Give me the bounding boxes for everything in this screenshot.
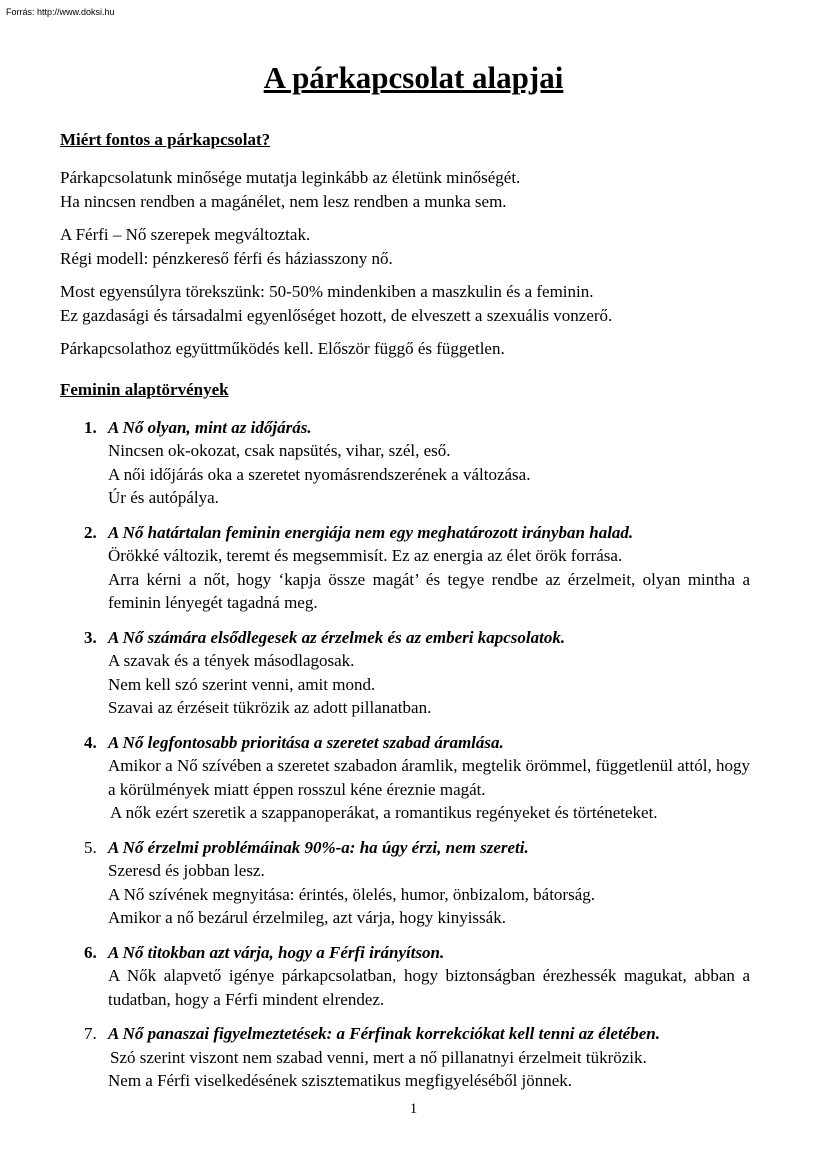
- rule-item: [60, 521, 750, 615]
- rule-title: A Nő legfontosabb prioritása a szeretet szabad áramlása.: [108, 732, 504, 752]
- rule-line: Szó szerint viszont nem szabad venni, mert a nő pillanatnyi érzelmeit tükrözik.: [110, 1047, 647, 1067]
- rule-item: [60, 1022, 750, 1093]
- rule-item: [60, 941, 750, 1012]
- text-line: Ez gazdasági és társadalmi egyenlőséget hozott, de elveszett a szexuális vonzerő.: [60, 305, 613, 325]
- text-line: Most egyensúlyra törekszünk: 50-50% mindenkiben a maszkulin és a feminin.: [60, 282, 594, 301]
- rule-title: A Nő titokban azt várja, hogy a Férfi irányítson.: [108, 942, 445, 962]
- rule-line: Szavai az érzéseit tükrözik az adott pillanatban.: [108, 698, 432, 717]
- section-heading-feminine: Feminin alaptörvények: [60, 379, 229, 399]
- rule-item: [60, 626, 750, 720]
- rule-line: A szavak és a tények másodlagosak.: [108, 651, 355, 670]
- text-line: Párkapcsolathoz együttműködés kell. Először függő és független.: [60, 339, 505, 358]
- rule-line: Nem a Férfi viselkedésének szisztematikus megfigyeléséből jönnek.: [108, 1071, 573, 1090]
- rule-line: Úr és autópálya.: [108, 488, 219, 507]
- rule-number: 7.: [84, 1024, 97, 1043]
- intro-paragraph: [60, 166, 750, 213]
- rule-line: Örökké változik, teremt és megsemmisít. Ez az energia az élet örök forrása.: [108, 546, 623, 565]
- rule-title: A Nő érzelmi problémáinak 90%-a: ha úgy érzi, nem szereti.: [108, 837, 529, 857]
- intro-paragraph: [60, 337, 750, 361]
- section-heading-why: Miért fontos a párkapcsolat?: [60, 130, 271, 149]
- rule-line: Szeresd és jobban lesz.: [108, 861, 265, 880]
- rule-item: [60, 836, 750, 930]
- rule-line: Arra kérni a nőt, hogy ‘kapja össze magát’ és tegye rendbe az érzelmeit, olyan mintha a feminin lényegét tagadná meg.: [108, 569, 750, 612]
- rule-line: A Nők alapvető igénye párkapcsolatban, hogy biztonságban érezhessék magukat, abban a tudatban, hogy a Férfi mindent elrendez.: [108, 966, 750, 1009]
- rule-line: A női időjárás oka a szeretet nyomásrendszerének a változása.: [108, 464, 531, 484]
- rule-item: [60, 731, 750, 825]
- rule-line: A Nő szívének megnyitása: érintés, ölelés, humor, önbizalom, bátorság.: [108, 884, 596, 904]
- rule-number: 6.: [84, 942, 97, 962]
- intro-paragraph: [60, 280, 750, 327]
- text-line: A Férfi – Nő szerepek megváltoztak.: [60, 225, 311, 244]
- rule-line: A nők ezért szeretik a szappanoperákat, a romantikus regényeket és történeteket.: [110, 803, 658, 822]
- text-line: Ha nincsen rendben a magánélet, nem lesz rendben a munka sem.: [60, 191, 507, 211]
- rule-number: 3.: [84, 627, 97, 647]
- document-body: [60, 128, 750, 1104]
- rule-line: Amikor a Nő szívében a szeretet szabadon áramlik, megtelik örömmel, függetlenül attól, hogy a körülmények miatt éppen rosszul kéne éreznie magát.: [108, 756, 750, 799]
- rule-title: A Nő panaszai figyelmeztetések: a Férfinak korrekciókat kell tenni az életében.: [108, 1024, 660, 1043]
- intro-paragraph: [60, 223, 750, 270]
- page-number: 1: [409, 1101, 418, 1117]
- rule-title: A Nő határtalan feminin energiája nem egy meghatározott irányban halad.: [108, 522, 634, 542]
- source-note: Forrás: http://www.doksi.hu: [6, 7, 115, 17]
- rule-number: 1.: [84, 417, 97, 437]
- rule-line: Amikor a nő bezárul érzelmileg, azt várja, hogy kinyissák.: [108, 908, 506, 927]
- rule-number: 2.: [84, 522, 97, 542]
- rule-line: Nincsen ok-okozat, csak napsütés, vihar, szél, eső.: [108, 441, 451, 460]
- rule-number: 5.: [84, 837, 97, 857]
- text-line: Régi modell: pénzkereső férfi és háziasszony nő.: [60, 248, 393, 268]
- rule-item: [60, 416, 750, 510]
- text-line: Párkapcsolatunk minősége mutatja leginkább az életünk minőségét.: [60, 168, 521, 187]
- page-title: A párkapcsolat alapjai: [263, 60, 564, 95]
- rule-line: Nem kell szó szerint venni, amit mond.: [108, 674, 376, 694]
- rule-list: [60, 416, 750, 1093]
- rule-title: A Nő olyan, mint az időjárás.: [108, 417, 312, 437]
- rule-title: A Nő számára elsődlegesek az érzelmek és az emberi kapcsolatok.: [108, 627, 566, 647]
- rule-number: 4.: [84, 732, 97, 752]
